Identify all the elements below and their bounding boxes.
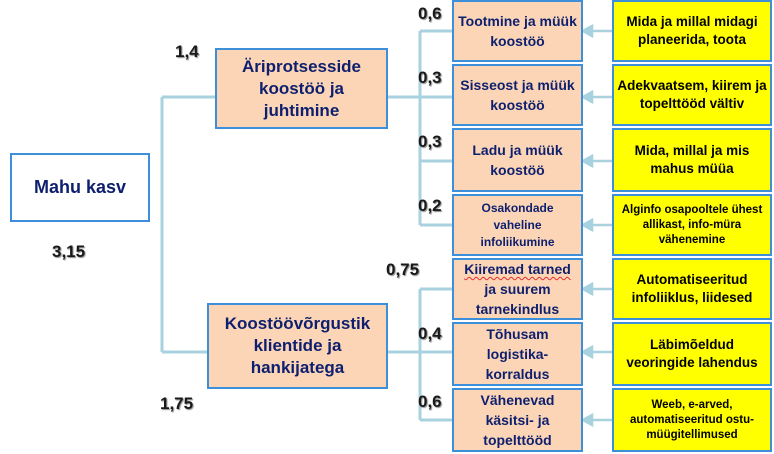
item-weight: 0,6 xyxy=(418,392,442,411)
item-weight: 0,6 xyxy=(418,4,442,23)
action-e-invoices xyxy=(612,388,772,452)
action-label: Adekvaatsem, kiirem ja topelttööd vältiv xyxy=(617,78,767,111)
branch-label: Koostöövõrgustik klientide ja hankijatega xyxy=(224,314,371,377)
action-automation xyxy=(612,258,772,320)
action-adequate xyxy=(612,64,772,126)
action-label: Alginfo osapooltele ühest allikast, info-müra vähenemine xyxy=(621,203,763,246)
item-manual-work xyxy=(452,388,583,452)
root-node xyxy=(10,153,150,222)
branch-weight: 1,4 xyxy=(175,42,199,61)
branch-label: Äriprotsesside koostöö ja juhtimine xyxy=(241,56,362,120)
action-sell-timing xyxy=(612,128,772,192)
item-label: Tootmine ja müük koostöö xyxy=(458,13,577,49)
item-label-line2: ja suurem tarnekindlus xyxy=(475,281,560,317)
item-label: Sisseost ja müük koostöö xyxy=(460,77,575,113)
item-weight: 0,75 xyxy=(386,260,420,279)
item-label: Vähenevad käsitsi- ja topelttööd xyxy=(480,392,555,448)
branch-business-processes xyxy=(215,48,388,129)
item-label: Ladu ja müük koostöö xyxy=(472,142,563,178)
item-weight: 0,2 xyxy=(418,196,442,215)
item-purchase-sales xyxy=(452,64,583,126)
item-weight: 0,3 xyxy=(418,132,442,151)
item-warehouse-sales xyxy=(452,128,583,192)
action-routes xyxy=(612,322,772,386)
root-label: Mahu kasv xyxy=(33,177,127,197)
action-label: Weeb, e-arved, automatiseeritud ostu-müügitellimused xyxy=(630,398,754,441)
root-weight: 3,15 xyxy=(52,242,86,261)
item-label: Tõhusam logistika-korraldus xyxy=(485,326,550,382)
item-department-info xyxy=(452,194,583,256)
action-label: Mida ja millal midagi planeerida, toota xyxy=(626,14,758,47)
action-label: Automatiseeritud infoliiklus, liidesed xyxy=(631,272,753,305)
item-label: Osakondade vaheline infoliikumine xyxy=(480,200,555,249)
action-planning xyxy=(612,0,772,62)
item-weight: 0,4 xyxy=(418,324,442,343)
action-single-source xyxy=(612,194,772,256)
branch-weight: 1,75 xyxy=(160,394,194,413)
item-logistics xyxy=(452,322,583,386)
action-label: Mida, millal ja mis mahus müüa xyxy=(634,143,750,176)
action-label: Läbimõeldud veoringide lahendus xyxy=(626,337,758,370)
item-production-sales xyxy=(452,0,583,62)
branch-cooperation-network xyxy=(207,303,388,389)
item-faster-deliveries xyxy=(452,258,583,320)
item-label-line1: Kiiremad tarned xyxy=(464,261,571,277)
item-weight: 0,3 xyxy=(418,68,442,87)
